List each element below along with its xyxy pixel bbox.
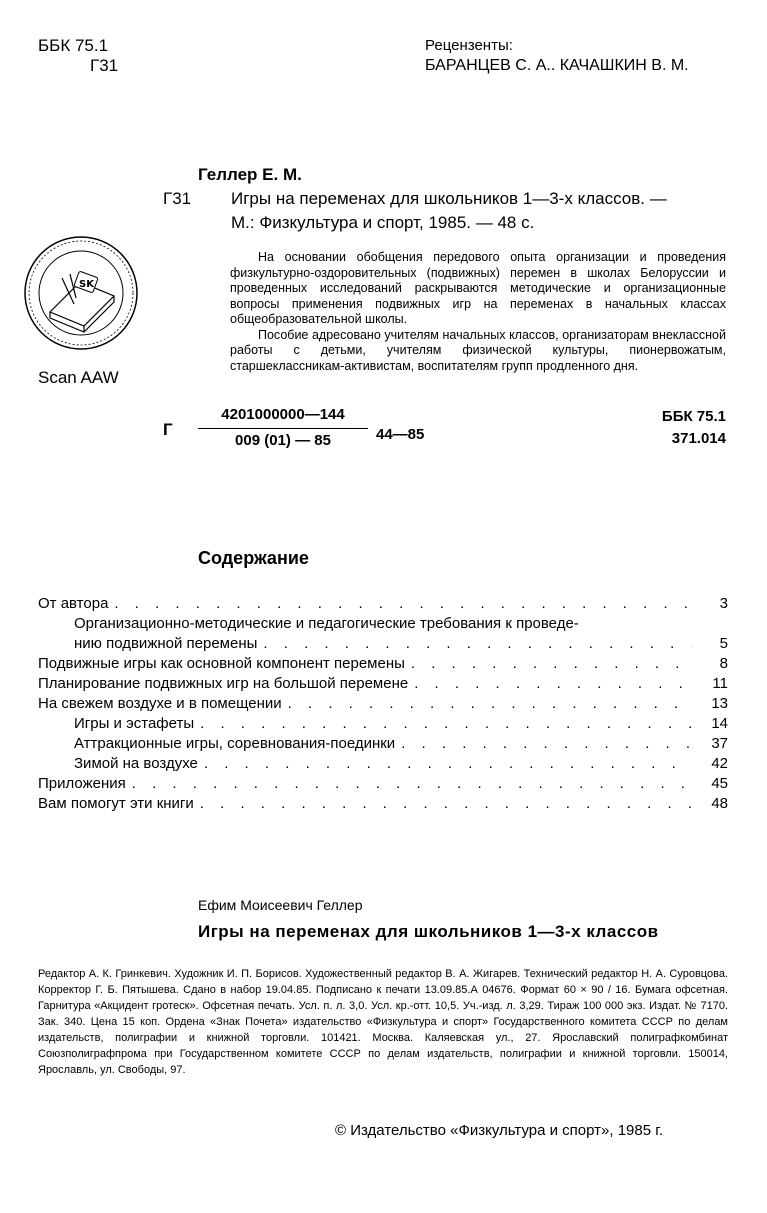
imprint-title: Игры на переменах для школьников 1—3-х классов — [198, 922, 659, 941]
annotation-p1: На основании обобщения передового опыта организации и проведения физкультурно-оздоровительных (подвижных) перемен в школах Белоруссии и проведенных исследований раскрываются методические и организационные вопросы применения подвижных игр на переменах в начальных классах общеобразовательной школы. — [230, 250, 726, 326]
toc-item-title: Вам помогут эти книги — [38, 795, 194, 812]
bibliographic-entry — [163, 187, 733, 235]
toc-item-title: Подвижные игры как основной компонент перемены — [38, 655, 405, 672]
catalog-udc: 371.014 — [671, 430, 726, 447]
biblio-title-line1: Игры на переменах для школьников 1—3-х классов. — — [231, 189, 667, 208]
toc-item-title-line1: Организационно-методические и педагогические требования к проведе- — [74, 615, 579, 632]
catalog-denominator: 009 (01) — 85 — [235, 432, 331, 449]
catalog-bbk-block — [640, 406, 726, 450]
catalog-bbk: ББК 75.1 — [661, 408, 726, 425]
toc-item-title: Зимой на воздухе — [74, 755, 198, 772]
toc-item-page: 11 — [712, 675, 728, 692]
toc-item-page: 5 — [719, 635, 728, 652]
contents-title: Содержание — [198, 548, 309, 568]
toc-item-page: 45 — [711, 775, 728, 792]
biblio-title-line2: М.: Физкультура и спорт, 1985. — 48 с. — [231, 213, 535, 232]
table-of-contents — [38, 594, 728, 814]
annotation — [230, 250, 726, 374]
toc-item-page: 48 — [711, 795, 728, 812]
reviewers-label: Рецензенты: — [425, 37, 513, 54]
toc-item — [38, 694, 728, 714]
toc-item — [38, 674, 728, 694]
g-code: Г31 — [90, 56, 119, 75]
toc-item-page: 13 — [711, 695, 728, 712]
toc-item-title: Аттракционные игры, соревнования-поединки — [74, 735, 396, 752]
toc-item — [38, 594, 728, 614]
toc-item-page: 37 — [711, 735, 728, 752]
toc-item-title: Приложения — [38, 775, 126, 792]
toc-item-title: Планирование подвижных игр на большой перемене — [38, 675, 409, 692]
toc-item-page: 3 — [719, 595, 728, 612]
toc-item-page: 8 — [719, 655, 728, 672]
scan-label: Scan AAW — [38, 368, 119, 387]
toc-item — [38, 654, 728, 674]
imprint-author: Ефим Моисеевич Геллер — [198, 897, 363, 913]
toc-item — [38, 714, 728, 734]
catalog-numerator: 4201000000—144 — [221, 406, 345, 423]
toc-item-page: 14 — [711, 715, 728, 732]
toc-item-page: 42 — [711, 755, 728, 772]
scan-stamp-icon — [22, 234, 140, 352]
catalog-suffix: 44—85 — [376, 426, 425, 443]
catalog-g-letter: Г — [163, 420, 173, 439]
stamp-badge: SK — [79, 279, 94, 290]
toc-item-title: На свежем воздухе и в помещении — [38, 695, 282, 712]
toc-item — [38, 734, 728, 754]
toc-item — [38, 774, 728, 794]
toc-item-title: От автора — [38, 595, 109, 612]
annotation-p2: Пособие адресовано учителям начальных классов, организаторам внеклассной работы с детьми, учителям физической культуры, пионервожатым, старшеклассникам-активистам, воспитателям групп продленного дня. — [230, 327, 726, 373]
toc-item-title: Игры и эстафеты — [74, 715, 195, 732]
bbk-block — [38, 36, 118, 76]
reviewers-names: БАРАНЦЕВ С. А.. КАЧАШКИН В. М. — [425, 57, 689, 74]
author-name: Геллер Е. М. — [198, 165, 302, 184]
toc-item — [38, 754, 728, 774]
imprint-details: Редактор А. К. Гринкевич. Художник И. П. Борисов. Художественный редактор В. А. Жигарев. Технический редактор Н. А. Суровцова. Корректор Г. Б. Пятышева. Сдано в набор 19.04.85. Подписано к печати 13.09.85.А 04676. Формат 60 × 90 / 16. Бумага офсетная. Гарнитура «Акцидент гротеск». Офсетная печать. Усл. п. л. 3,0. Усл. кр.-отт. 10,5. Уч.-изд. л. 3,29. Тираж 100 000 экз. Издат. № 7170. Зак. 340. Цена 15 коп. Ордена «Знак Почета» издательство «Физкультура и спорт» Государственного комитета СССР по делам издательств, полиграфии и книжной торговли. 101421. Москва. Каляевская ул., 27. Ярославский полиграфкомбинат Союзполиграфпрома при Государственном комитете СССР по делам издательств, полиграфии и книжной торговли. 150014, Ярославль, ул. Свободы, 97. — [38, 968, 728, 1076]
catalog-fraction — [198, 406, 368, 449]
toc-item — [38, 794, 728, 814]
biblio-code: Г31 — [163, 189, 192, 208]
bbk-code: ББК 75.1 — [38, 36, 109, 55]
reviewers-block — [425, 36, 689, 76]
toc-item — [38, 634, 728, 654]
toc-item-title-line2: нию подвижной перемены — [74, 635, 258, 652]
copyright: © Издательство «Физкультура и спорт», 1985 г. — [335, 1122, 664, 1139]
